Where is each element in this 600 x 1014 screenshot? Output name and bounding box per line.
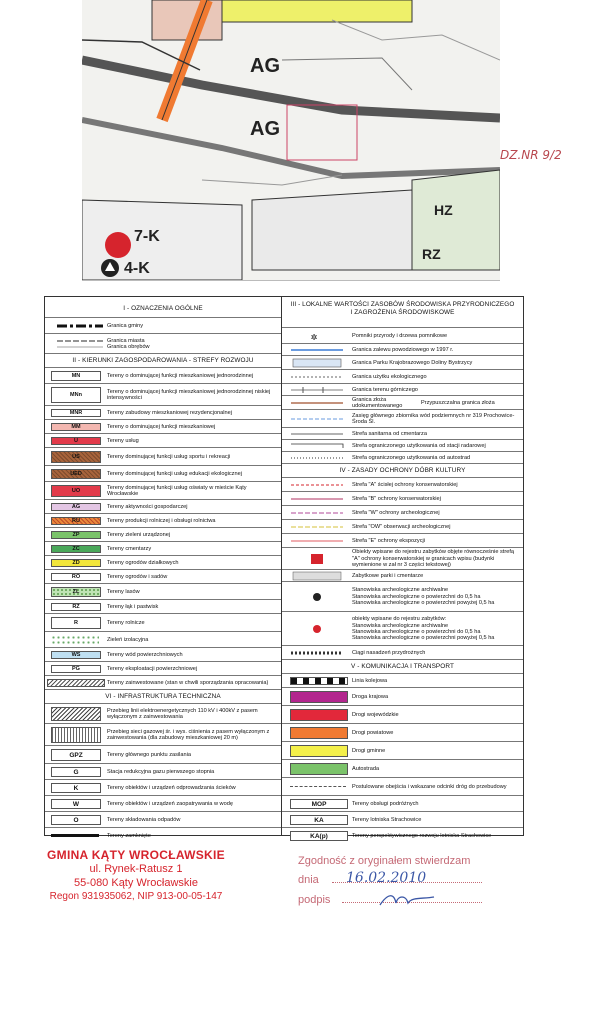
infra-swatch xyxy=(51,707,101,721)
legend-left-column xyxy=(45,297,282,839)
section-title-culture: IV - ZASADY OCHRONY DÓBR KULTURY xyxy=(339,467,466,474)
transport-swatch xyxy=(290,709,348,721)
legend-label: Tereny obiektów i urządzeń odprowadzania ścieków xyxy=(107,784,236,791)
legend-row xyxy=(45,383,281,406)
city-boundary-icon xyxy=(49,334,111,354)
infra-swatch xyxy=(51,799,101,809)
legend-label: Autostrada xyxy=(352,765,380,772)
legend-label: Tereny obsługi podróżnych xyxy=(352,800,419,807)
legend-label xyxy=(107,334,278,354)
handwritten-annotation: DZ.NR 9/2 xyxy=(500,148,562,162)
legend-label: Granica zalewu powodziowego w 1997 r. xyxy=(352,346,454,353)
legend-row xyxy=(45,499,281,514)
legend-table xyxy=(44,296,524,840)
zone-swatch xyxy=(51,617,101,629)
date-handwritten: 16.02.2010 xyxy=(346,870,427,886)
section-title-infrastructure: VI - INFRASTRUKTURA TECHNICZNA xyxy=(105,693,221,700)
legend-row xyxy=(45,367,281,384)
legend-label: Przebieg sieci gazowej śr. i wys. ciśnienia z pasem wyłączonym z zainwestowania (dla zabudowy mieszkaniowej 20 m) xyxy=(107,728,270,741)
zone-code: MM xyxy=(71,424,81,430)
legend-label: Tereny składowania odpadów xyxy=(107,816,181,823)
transport-row xyxy=(282,827,523,844)
legend-label: Tereny eksploatacji powierzchniowej xyxy=(107,665,198,672)
legend-label: Strefa "A" ścisłej ochrony konserwatorskiej xyxy=(352,481,458,488)
stamp-line-1: GMINA KĄTY WROCŁAWSKIE xyxy=(47,848,225,862)
zone-swatch xyxy=(51,437,101,445)
svg-text:✲: ✲ xyxy=(310,333,318,341)
legend-label: Drogi gminne xyxy=(352,747,386,754)
legend-label: Tereny lasów xyxy=(107,588,140,595)
legend-row xyxy=(45,661,281,676)
transport-code: KA xyxy=(314,816,324,824)
infra-row xyxy=(45,779,281,796)
section-row xyxy=(282,463,523,478)
legend-row xyxy=(45,631,281,648)
confirmation-text: Zgodność z oryginałem stwierdzam xyxy=(298,855,471,867)
legend-label: Strefa "E" ochrony ekspozycji xyxy=(352,537,425,544)
infra-code: K xyxy=(73,784,79,792)
legend-row xyxy=(45,405,281,420)
transport-swatch xyxy=(290,677,348,685)
env-row xyxy=(282,395,523,410)
legend-row xyxy=(45,555,281,570)
map-label-ag-1: AG xyxy=(250,55,280,77)
culture-row xyxy=(282,519,523,534)
infra-row xyxy=(45,723,281,746)
legend-row xyxy=(45,613,281,632)
legend-row xyxy=(45,481,281,500)
date-row xyxy=(298,871,528,891)
transport-row xyxy=(282,759,523,778)
transport-row xyxy=(282,705,523,724)
legend-label: Przebieg linii elektroenergetycznych 110 kV i 400kV z pasem wyłączonym z zainwestowania xyxy=(107,707,258,720)
infra-swatch xyxy=(51,815,101,825)
transport-swatch xyxy=(290,815,348,825)
env-row xyxy=(282,355,523,370)
culture-symbol xyxy=(286,548,348,570)
stamp-line-4: Regon 931935062, NIP 913-00-05-147 xyxy=(49,891,223,902)
legend-label: Granica Parku Krajobrazowego Doliny Bystrzycy xyxy=(352,359,473,366)
transport-row xyxy=(282,777,523,796)
section-row xyxy=(45,353,281,368)
zone-swatch xyxy=(51,423,101,431)
legend-label: Strefa sanitarna od cmentarza xyxy=(352,430,427,437)
map-label-rz: RZ xyxy=(422,246,441,262)
culture-symbol xyxy=(286,492,348,506)
map-excerpt xyxy=(82,0,500,281)
date-label: dnia xyxy=(298,874,319,886)
legend-label: Tereny zainwestowane (stan w chwili sporządzania opracowania) xyxy=(107,679,269,686)
zone-code: MN xyxy=(71,373,81,379)
transport-code: KA(p) xyxy=(310,832,328,840)
legend-label: Drogi wojewódzkie xyxy=(352,711,399,718)
culture-row xyxy=(282,477,523,492)
infra-swatch xyxy=(51,767,101,777)
legend-label: Tereny zamknięte xyxy=(107,832,151,839)
culture-symbol xyxy=(286,646,348,660)
signature-scribble xyxy=(378,891,438,909)
zone-code: RU xyxy=(72,518,80,524)
legend-label: Tereny dominującej funkcji usług sportu i rekreacji xyxy=(107,453,231,460)
culture-row xyxy=(282,581,523,612)
zone-code: ZC xyxy=(72,546,80,552)
culture-row xyxy=(282,547,523,570)
legend-label: Droga krajowa xyxy=(352,693,389,700)
signature-label: podpis xyxy=(298,894,331,906)
legend-label-precinct: Granica obrębów xyxy=(107,344,150,350)
infra-swatch xyxy=(51,783,101,793)
zone-swatch xyxy=(47,679,105,687)
culture-symbol xyxy=(286,612,348,646)
zone-code: MNn xyxy=(70,392,82,398)
zone-swatch xyxy=(51,371,101,381)
signature-row xyxy=(298,891,528,911)
legend-label: Obiekty wpisane do rejestru zabytków objęte równocześnie strefą "A" ochrony konserwatorskiej w granicach wpisu (budynki wymienione w zał nr 3 części tekstowej) xyxy=(352,549,514,569)
legend-label: Strefa "B" ochrony konserwatorskiej xyxy=(352,495,441,502)
transport-row xyxy=(282,811,523,828)
zone-swatch xyxy=(51,587,101,597)
legend-label: Tereny o dominującej funkcji mieszkaniowej jednorodzinnej niskiej intensywności xyxy=(107,388,271,401)
transport-swatch xyxy=(290,691,348,703)
legend-row xyxy=(45,527,281,542)
legend-row xyxy=(45,569,281,584)
legend-row xyxy=(45,675,281,690)
env-row xyxy=(282,409,523,428)
transport-row xyxy=(282,741,523,760)
map-label-4k: 4-K xyxy=(124,260,150,277)
zone-code: U xyxy=(74,438,78,444)
transport-row xyxy=(282,687,523,706)
map-label-7k: 7-K xyxy=(134,228,160,245)
legend-row xyxy=(45,465,281,482)
map-label-ag-2: AG xyxy=(250,118,280,140)
zone-swatch xyxy=(51,531,101,539)
legend-label: Strefa "OW" obserwacji archeologicznej xyxy=(352,523,451,530)
map-label-hz: HZ xyxy=(434,202,453,218)
legend-row xyxy=(45,541,281,556)
section-title-directions: II - KIERUNKI ZAGOSPODAROWANIA - STREFY ROZWOJU xyxy=(72,357,254,364)
transport-swatch xyxy=(290,786,346,788)
zone-swatch xyxy=(51,409,101,417)
zone-code: RZ xyxy=(72,604,80,610)
stamp-line-3: 55-080 Kąty Wrocławskie xyxy=(74,877,198,889)
legend-label: Tereny cmentarzy xyxy=(107,545,152,552)
zone-swatch xyxy=(51,485,101,497)
infra-row xyxy=(45,745,281,764)
legend-label: Pomniki przyrody i drzewa pomnikowe xyxy=(352,332,448,339)
confirmation-stamp xyxy=(298,852,528,911)
transport-swatch xyxy=(290,745,348,757)
env-symbol xyxy=(286,328,348,344)
legend-row xyxy=(45,583,281,600)
section-row xyxy=(282,659,523,674)
legend-row xyxy=(45,513,281,528)
zone-swatch xyxy=(51,635,99,645)
culture-symbol xyxy=(286,506,348,520)
infra-row xyxy=(45,811,281,828)
legend-label-city: Granica miasta xyxy=(107,337,145,344)
legend-row-granica-gminy xyxy=(45,317,281,334)
env-symbol xyxy=(286,370,348,384)
legend-label: Tereny produkcji rolniczej i obsługi rolnictwa xyxy=(107,517,216,524)
legend-row xyxy=(45,433,281,448)
zone-code: MNR xyxy=(69,410,83,416)
legend-label: Ciągi nasadzeń przydrożnych xyxy=(352,649,426,656)
legend-label: Tereny zabudowy mieszkaniowej rezydencjonalnej xyxy=(107,409,232,416)
zone-code: AG xyxy=(71,504,81,510)
legend-label: Tereny o dominującej funkcji mieszkaniowej jednorodzinnej xyxy=(107,372,254,379)
legend-label: Tereny zieleni urządzonej xyxy=(107,531,171,538)
legend-label: Strefa ograniczonego użytkowania od stacji radarowej xyxy=(352,442,486,449)
transport-swatch xyxy=(290,831,348,841)
infra-row xyxy=(45,827,281,844)
transport-code: MOP xyxy=(311,800,327,808)
infra-code: G xyxy=(73,768,79,776)
infra-code: W xyxy=(72,800,80,808)
legend-label: Granica terenu górniczego xyxy=(352,386,418,393)
legend-label: Tereny dominującej funkcji usług oświaty w mieście Kąty Wrocławskie xyxy=(107,484,247,497)
legend-label: Tereny głównego punktu zasilania xyxy=(107,751,191,758)
zone-code: ZD xyxy=(72,560,80,566)
culture-row xyxy=(282,505,523,520)
env-row xyxy=(282,327,523,344)
zone-code: US xyxy=(72,454,80,460)
transport-swatch xyxy=(290,799,348,809)
legend-label: Tereny obiektów i urządzeń zaopatrywania w wodę xyxy=(107,800,233,807)
infra-row xyxy=(45,703,281,724)
zone-code: ZP xyxy=(72,532,80,538)
legend-label: Drogi powiatowe xyxy=(352,729,394,736)
zone-code: WS xyxy=(71,652,81,658)
zone-swatch xyxy=(51,451,101,463)
legend-label: Linia kolejowa xyxy=(352,677,388,684)
zone-code: RO xyxy=(71,574,81,580)
infra-swatch xyxy=(51,749,101,761)
legend-row xyxy=(45,599,281,614)
section-row xyxy=(45,689,281,704)
zone-swatch xyxy=(51,559,101,567)
legend-label: Tereny ogrodów działkowych xyxy=(107,559,179,566)
zone-code: ZL xyxy=(72,589,80,595)
culture-row xyxy=(282,611,523,646)
zone-swatch xyxy=(51,469,101,479)
legend-label: obiekty wpisane do rejestru zabytków: Stanowiska archeologiczne archiwalne Stanowiska archeologiczne o powierzchni do 0,5 ha Stanowiska archeologiczne o powierzchni powyżej 0,5 ha xyxy=(352,616,495,642)
zone-swatch xyxy=(51,517,101,525)
culture-symbol xyxy=(286,582,348,612)
legend-label: Postulowane obejścia i wskazane odcinki dróg do przebudowy xyxy=(352,783,507,790)
zone-swatch xyxy=(51,545,101,553)
legend-label: Tereny dominującej funkcji usług edukacji ekologicznej xyxy=(107,470,242,477)
infra-row xyxy=(45,763,281,780)
legend-label: Stacja redukcyjna gazu pierwszego stopnia xyxy=(107,768,215,775)
legend-label: Tereny łąk i pastwisk xyxy=(107,603,159,610)
legend-label: Granica złoża udokumentowanego xyxy=(352,396,403,409)
section-title-general: I - OZNACZENIA OGÓLNE xyxy=(123,305,203,312)
legend-label: Stanowiska archeologiczne archiwalne Stanowiska archeologiczne o powierzchni do 0,5 ha Stanowiska archeologiczne o powierzchni powyżej 0,5 ha xyxy=(352,587,495,607)
env-symbol xyxy=(286,356,348,370)
legend-label: Tereny lotniska Strachowice xyxy=(352,816,422,823)
zone-code: UO xyxy=(71,488,81,494)
transport-swatch xyxy=(290,763,348,775)
zone-swatch xyxy=(51,603,101,611)
legend-label: Tereny aktywności gospodarczej xyxy=(107,503,188,510)
infra-row xyxy=(45,795,281,812)
infra-code: O xyxy=(73,816,79,824)
infra-swatch xyxy=(51,727,101,743)
env-row xyxy=(282,369,523,384)
legend-label: Zieleń izolacyjna xyxy=(107,636,149,643)
zone-swatch xyxy=(51,503,101,511)
legend-label: Tereny ogrodów i sadów xyxy=(107,573,168,580)
zone-swatch xyxy=(51,387,101,403)
legend-row-granica-miasta xyxy=(45,333,281,354)
section-title-environment: III - LOKALNE WARTOŚCI ZASOBÓW ŚRODOWISKA PRZYRODNICZEGO I ZAGROŻENIA ŚRODOWISKOWE xyxy=(290,301,515,317)
culture-symbol xyxy=(286,534,348,548)
legend-label: Zabytkowe parki i cmentarze xyxy=(352,572,424,579)
legend-label: Tereny usług xyxy=(107,437,139,444)
transport-row xyxy=(282,723,523,742)
culture-row xyxy=(282,491,523,506)
zone-swatch xyxy=(51,573,101,581)
transport-swatch xyxy=(290,727,348,739)
infra-code: GPZ xyxy=(69,751,83,759)
section-title-transport: V - KOMUNIKACJA I TRANSPORT xyxy=(351,663,454,670)
legend-label: Strefa ograniczonego użytkowania od autostrad xyxy=(352,454,471,461)
legend-label: Tereny o dominującej funkcji mieszkaniowej xyxy=(107,423,216,430)
infra-swatch xyxy=(51,834,99,841)
legend-label: Tereny perspektywicznego rozwoju lotniska Strachowice xyxy=(352,832,492,839)
legend-label: Tereny rolnicze xyxy=(107,619,145,626)
env-symbol xyxy=(286,396,348,410)
legend-label: Tereny wód powierzchniowych xyxy=(107,651,183,658)
zone-code: UED xyxy=(70,471,82,477)
culture-row xyxy=(282,533,523,548)
legend-label: Granica użytku ekologicznego xyxy=(352,373,427,380)
legend-row xyxy=(45,647,281,662)
zone-code: PG xyxy=(72,666,80,672)
zone-swatch xyxy=(51,665,101,673)
legend-right-column xyxy=(282,297,523,840)
stamp-line-2: ul. Rynek-Ratusz 1 xyxy=(89,863,183,875)
legend-label: Granica gminy xyxy=(107,322,144,329)
legend-label-extra: Przypuszczalna granica złoża xyxy=(421,400,495,406)
zone-code: R xyxy=(74,620,78,626)
legend-label: Strefa "W" ochrony archeologicznej xyxy=(352,509,440,516)
boundary-line-icon xyxy=(49,318,111,334)
municipal-stamp xyxy=(36,848,236,904)
culture-symbol xyxy=(286,520,348,534)
legend-row xyxy=(45,447,281,466)
legend-row xyxy=(45,419,281,434)
transport-row xyxy=(282,673,523,688)
zone-swatch xyxy=(51,651,101,659)
legend-label: Zasięg głównego zbiornika wód podziemnych nr 319 Prochowice-Środa Śl. xyxy=(352,412,515,425)
culture-row xyxy=(282,645,523,660)
transport-row xyxy=(282,795,523,812)
env-symbol xyxy=(286,410,348,428)
culture-symbol xyxy=(286,478,348,492)
